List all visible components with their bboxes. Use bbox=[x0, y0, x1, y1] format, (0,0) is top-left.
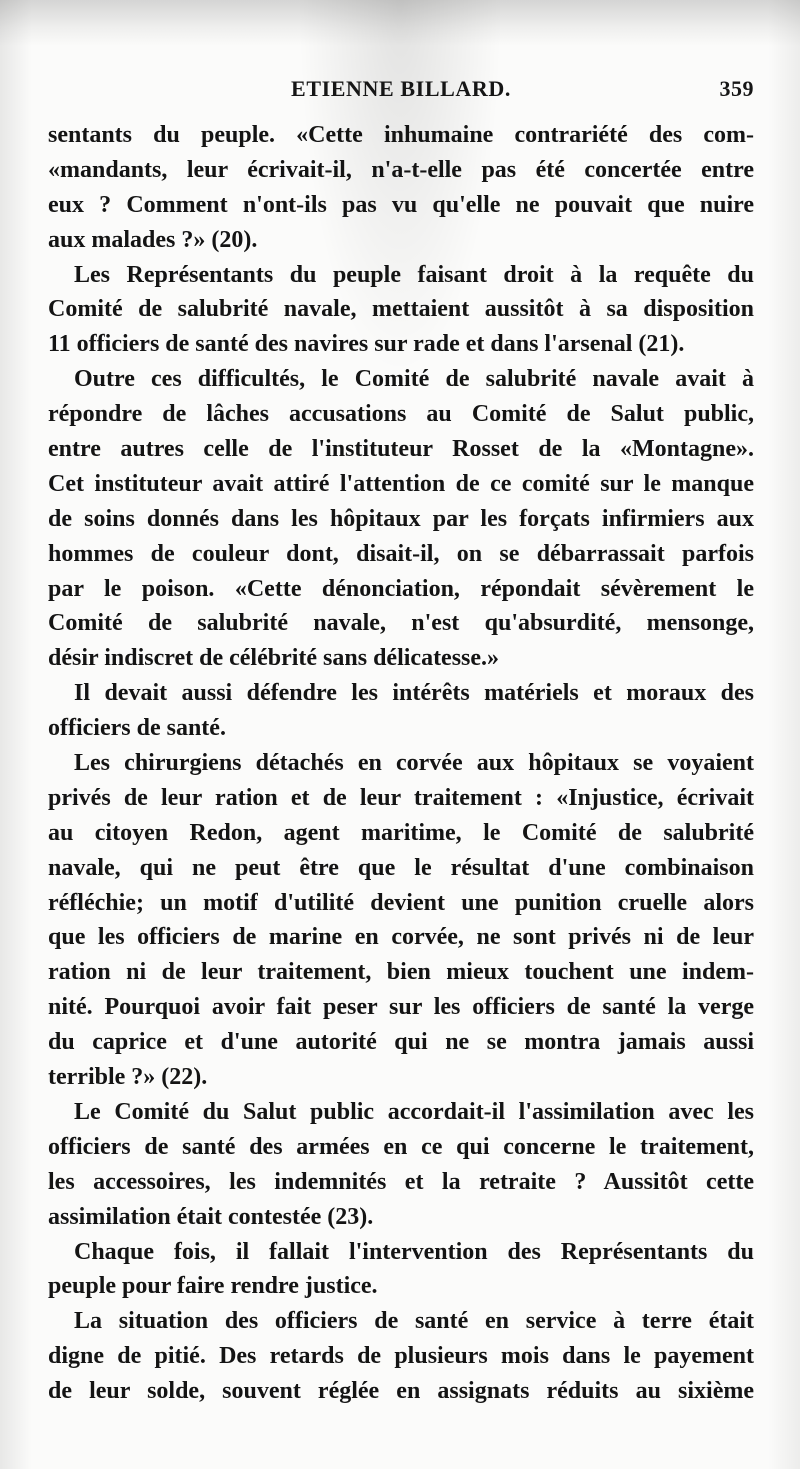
text-line: par le poison. «Cette dénonciation, répondait sévèrement le bbox=[48, 575, 754, 602]
text-line: Chaque fois, il fallait l'intervention des Représentants du bbox=[74, 1238, 754, 1265]
text-line: réfléchie; un motif d'utilité devient une punition cruelle alors bbox=[48, 889, 754, 916]
text-line: les accessoires, les indemnités et la retraite ? Aussitôt cette bbox=[48, 1168, 754, 1195]
text-line: officiers de santé. bbox=[48, 715, 226, 742]
text-line: La situation des officiers de santé en service à terre était bbox=[74, 1308, 754, 1335]
text-line: Il devait aussi défendre les intérêts matériels et moraux des bbox=[74, 680, 754, 707]
text-line: Outre ces difficultés, le Comité de salubrité navale avait à bbox=[74, 366, 754, 393]
page-shadow bbox=[0, 0, 800, 46]
text-line: Comité de salubrité navale, mettaient aussitôt à sa disposition bbox=[48, 296, 754, 323]
text-line: peuple pour faire rendre justice. bbox=[48, 1273, 378, 1300]
text-line: 11 officiers de santé des navires sur rade et dans l'arsenal (21). bbox=[48, 331, 685, 358]
text-line: au citoyen Redon, agent maritime, le Comité de salubrité bbox=[48, 819, 754, 846]
running-title: ETIENNE BILLARD. bbox=[291, 76, 511, 101]
text-line: terrible ?» (22). bbox=[48, 1064, 208, 1091]
text-line: Comité de salubrité navale, n'est qu'absurdité, mensonge, bbox=[48, 610, 754, 637]
text-line: digne de pitié. Des retards de plusieurs mois dans le payement bbox=[48, 1343, 754, 1370]
text-line: hommes de couleur dont, disait-il, on se débarrassait parfois bbox=[48, 540, 754, 567]
text-line: navale, qui ne peut être que le résultat d'une combinaison bbox=[48, 854, 754, 881]
text-line: du caprice et d'une autorité qui ne se montra jamais aussi bbox=[48, 1029, 754, 1056]
text-line: Le Comité du Salut public accordait-il l'assimilation avec les bbox=[74, 1098, 754, 1125]
text-line: nité. Pourquoi avoir fait peser sur les officiers de santé la verge bbox=[48, 994, 754, 1021]
text-line: officiers de santé des armées en ce qui concerne le traitement, bbox=[48, 1133, 754, 1160]
text-line: désir indiscret de célébrité sans délicatesse.» bbox=[48, 645, 500, 672]
text-line: aux malades ?» (20). bbox=[48, 226, 258, 253]
text-line: Les Représentants du peuple faisant droit à la requête du bbox=[74, 261, 754, 288]
text-line: entre autres celle de l'instituteur Rosset de la «Montagne». bbox=[48, 436, 754, 463]
page-number: 359 bbox=[719, 76, 754, 101]
body-text bbox=[48, 118, 754, 1409]
text-line: sentants du peuple. «Cette inhumaine contrariété des com- bbox=[48, 122, 754, 148]
text-line: de leur solde, souvent réglée en assignats réduits au sixième bbox=[48, 1378, 754, 1405]
text-line: eux ? Comment n'ont-ils pas vu qu'elle ne pouvait que nuire bbox=[48, 191, 754, 218]
text-line: assimilation était contestée (23). bbox=[48, 1203, 374, 1230]
text-line: «mandants, leur écrivait-il, n'a-t-elle pas été concertée entre bbox=[48, 156, 754, 183]
text-line: ration ni de leur traitement, bien mieux touchent une indem- bbox=[48, 959, 754, 986]
text-line: que les officiers de marine en corvée, ne sont privés ni de leur bbox=[48, 924, 754, 951]
text-line: répondre de lâches accusations au Comité de Salut public, bbox=[48, 401, 754, 428]
text-line: Les chirurgiens détachés en corvée aux hôpitaux se voyaient bbox=[74, 750, 754, 777]
page-header bbox=[48, 76, 754, 106]
text-line: privés de leur ration et de leur traitement : «Injustice, écrivait bbox=[48, 784, 754, 811]
text-line: de soins donnés dans les hôpitaux par les forçats infirmiers aux bbox=[48, 505, 754, 532]
text-line: Cet instituteur avait attiré l'attention de ce comité sur le manque bbox=[48, 470, 754, 497]
